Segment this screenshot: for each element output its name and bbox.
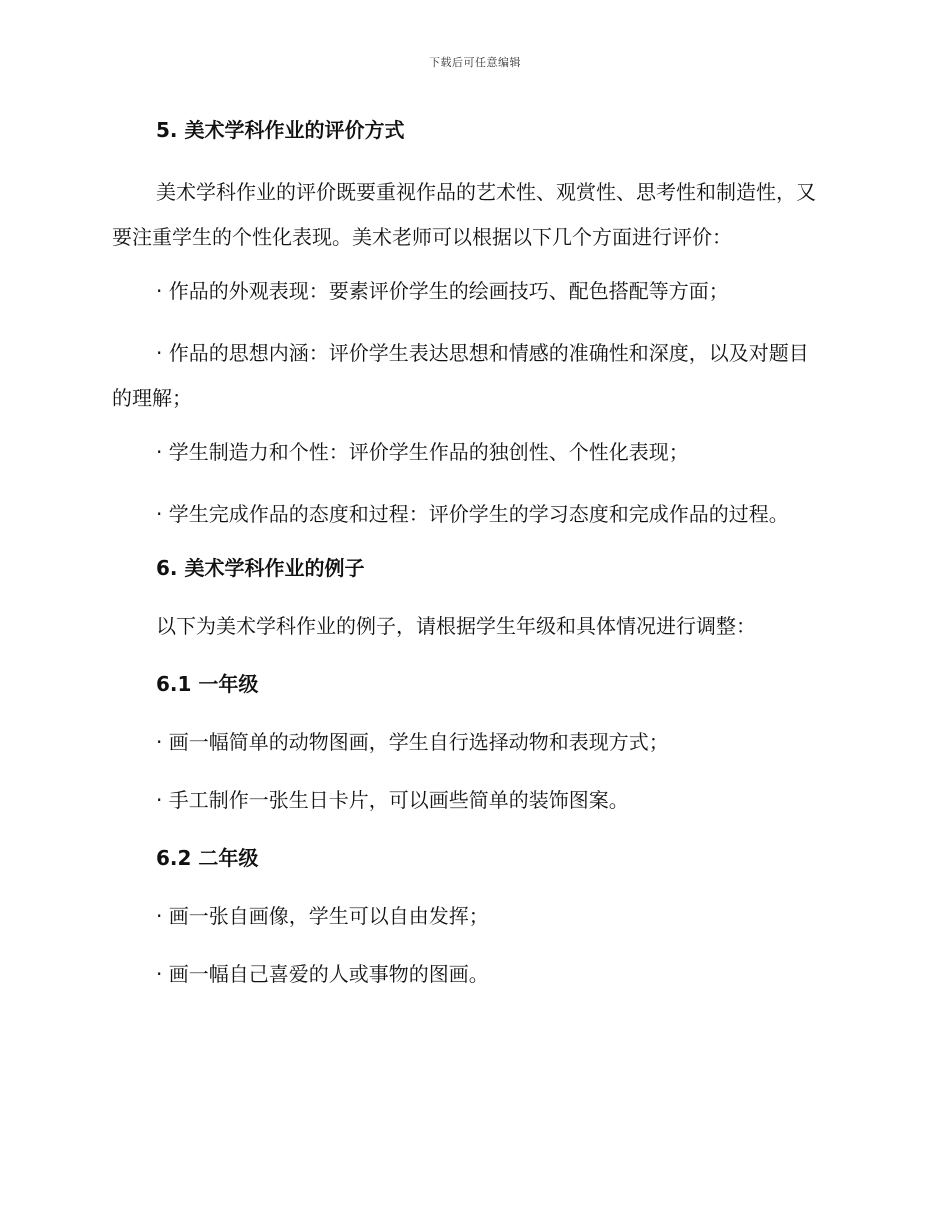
grade-1-item: · 画一幅简单的动物图画，学生自行选择动物和表现方式； bbox=[156, 730, 669, 754]
section-5-intro: 美术学科作业的评价既要重视作品的艺术性、观赏性、思考性和制造性，又要注重学生的个性化表现。美术老师可以根据以下几个方面进行评价： bbox=[112, 180, 816, 249]
document-body bbox=[112, 112, 824, 1014]
grade-2-item: · 画一幅自己喜爱的人或事物的图画。 bbox=[156, 962, 489, 986]
grade-2-title: 6.2 二年级 bbox=[156, 846, 259, 870]
section-6-title: 6. 美术学科作业的例子 bbox=[156, 556, 365, 580]
evaluation-item: · 学生制造力和个性：评价学生作品的独创性、个性化表现； bbox=[156, 440, 689, 464]
grade-1-title: 6.1 一年级 bbox=[156, 672, 259, 696]
page-header-note: 下载后可任意编辑 bbox=[429, 56, 521, 69]
section-6-intro: 以下为美术学科作业的例子，请根据学生年级和具体情况进行调整： bbox=[156, 614, 756, 638]
evaluation-item: · 作品的思想内涵：评价学生表达思想和情感的准确性和深度，以及对题目的理解； bbox=[112, 341, 809, 410]
evaluation-item: · 学生完成作品的态度和过程：评价学生的学习态度和完成作品的过程。 bbox=[156, 502, 789, 526]
section-5-title: 5. 美术学科作业的评价方式 bbox=[156, 118, 405, 142]
grade-1-item: · 手工制作一张生日卡片，可以画些简单的装饰图案。 bbox=[156, 788, 629, 812]
evaluation-item: · 作品的外观表现：要素评价学生的绘画技巧、配色搭配等方面； bbox=[156, 279, 729, 303]
grade-2-item: · 画一张自画像，学生可以自由发挥； bbox=[156, 904, 489, 928]
